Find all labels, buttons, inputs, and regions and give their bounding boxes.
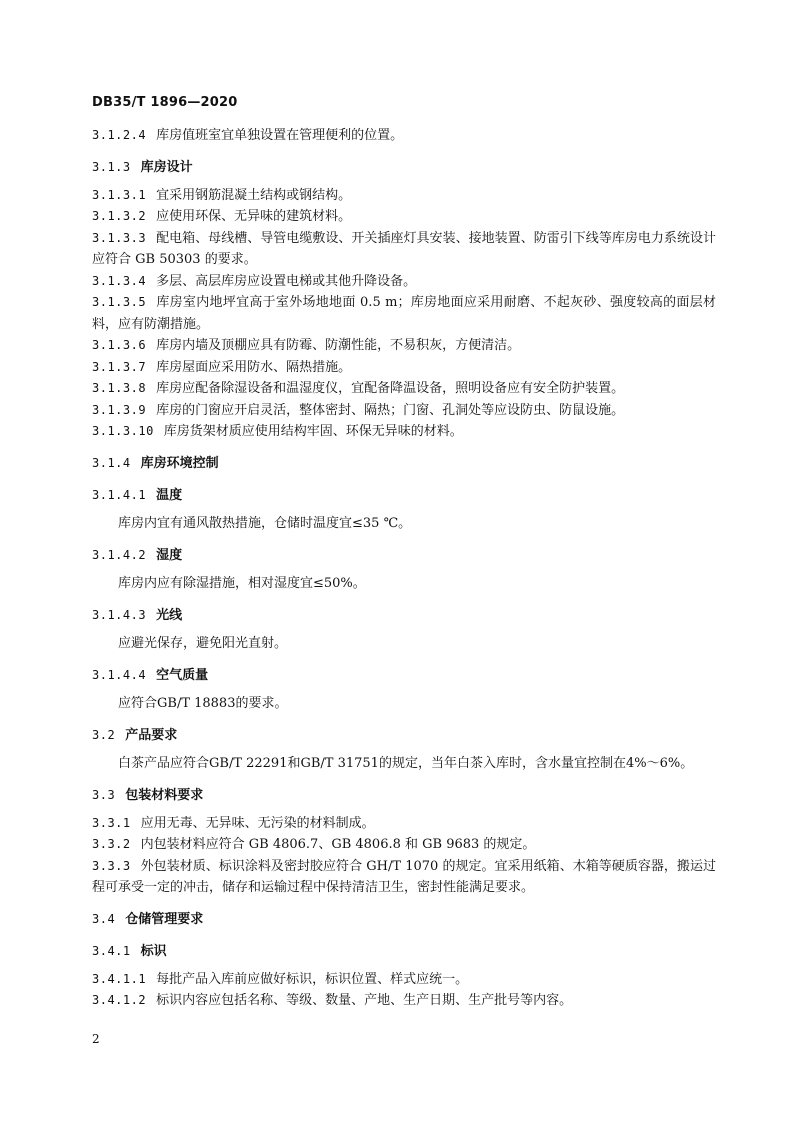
clause-item <box>92 834 716 856</box>
clause-item <box>92 969 716 991</box>
clause-number: 3.1.3.6 <box>92 338 147 352</box>
clause-item <box>92 228 716 271</box>
clause-number: 3.3.1 <box>92 815 131 830</box>
section-heading <box>92 452 716 475</box>
clause-text: 多层、高层库房应设置电梯或其他升降设备。 <box>156 273 417 289</box>
section-heading <box>92 940 716 963</box>
clause-item <box>92 357 716 379</box>
section-heading <box>92 664 716 687</box>
clause-item <box>92 856 716 899</box>
section-number: 3.1.3 <box>92 159 131 174</box>
clause-number: 3.1.3.2 <box>92 209 147 223</box>
clause-number: 3.4.1.2 <box>92 993 147 1007</box>
clause-number: 3.3.2 <box>92 837 131 851</box>
body-paragraph: 应避光保存，避免阳光直射。 <box>118 635 288 651</box>
clause-item <box>92 378 716 400</box>
clause-item <box>92 125 716 147</box>
clause-text: 标识内容应包括名称、等级、数量、产地、生产日期、生产批号等内容。 <box>156 993 573 1008</box>
section-number: 3.2 <box>92 727 116 742</box>
clause-text: 库房应配备除湿设备和温湿度仪，宜配备降温设备，照明设备应有安全防护装置。 <box>156 381 625 396</box>
section-title: 库房环境控制 <box>140 455 219 471</box>
body-paragraph: 白茶产品应符合GB/T 22291和GB/T 31751的规定，当年白茶入库时，含水量宜控制在4%～6%。 <box>118 755 694 771</box>
clause-text: 库房室内地坪宜高于室外场地地面 0.5 m；库房地面应采用耐磨、不起灰砂、强度较高的面层材料，应有防潮措施。 <box>92 295 716 332</box>
section-number: 3.1.4.1 <box>92 487 147 502</box>
clause-number: 3.1.3.10 <box>92 424 154 438</box>
clause-text: 库房屋面应采用防水、隔热措施。 <box>156 359 352 375</box>
clause-number: 3.1.3.7 <box>92 359 147 374</box>
document-body <box>92 125 716 1012</box>
section-heading <box>92 724 716 747</box>
clause-number: 3.1.3.8 <box>92 381 147 395</box>
clause-text: 库房内墙及顶棚应具有防霉、防潮性能，不易积灰，方便清洁。 <box>156 338 521 353</box>
section-heading <box>92 156 716 179</box>
clause-number: 3.1.2.4 <box>92 128 147 142</box>
section-number: 3.4.1 <box>92 943 131 958</box>
page-number: 2 <box>92 1032 100 1046</box>
clause-item <box>92 335 716 357</box>
body-paragraph: 库房内应有除湿措施，相对湿度宜≤50%。 <box>118 575 366 591</box>
clause-item <box>92 271 716 293</box>
section-title: 温度 <box>156 487 183 503</box>
clause-item <box>92 421 716 443</box>
clause-number: 3.1.3.9 <box>92 402 147 417</box>
clause-number: 3.1.3.4 <box>92 273 147 288</box>
standard-code-header: DB35/T 1896—2020 <box>92 95 238 110</box>
clause-text: 库房的门窗应开启灵活，整体密封、隔热；门窗、孔洞处等应设防虫、防鼠设施。 <box>156 402 625 418</box>
clause-item <box>92 185 716 207</box>
clause-text: 库房值班室宜单独设置在管理便利的位置。 <box>156 128 404 143</box>
section-number: 3.1.4.2 <box>92 547 147 562</box>
section-title: 光线 <box>156 607 183 623</box>
clause-number: 3.3.3 <box>92 858 131 873</box>
body-paragraph: 应符合GB/T 18883的要求。 <box>118 695 288 711</box>
section-title: 库房设计 <box>140 159 193 175</box>
section-heading <box>92 784 716 807</box>
section-heading <box>92 908 716 931</box>
clause-text: 内包装材料应符合 GB 4806.7、GB 4806.8 和 GB 9683 的规定。 <box>140 837 536 852</box>
section-number: 3.1.4 <box>92 455 131 470</box>
clause-item <box>92 292 716 335</box>
clause-number: 3.1.3.3 <box>92 230 147 245</box>
clause-item <box>92 990 716 1012</box>
clause-item <box>92 813 716 835</box>
clause-text: 宜采用钢筋混凝土结构或钢结构。 <box>156 187 352 203</box>
clause-text: 库房货架材质应使用结构牢固、环保无异味的材料。 <box>163 424 463 439</box>
section-title: 湿度 <box>156 547 183 563</box>
section-title: 仓储管理要求 <box>125 911 204 927</box>
section-title: 空气质量 <box>156 667 209 683</box>
section-number: 3.4 <box>92 911 116 926</box>
clause-text: 配电箱、母线槽、导管电缆敷设、开关插座灯具安装、接地装置、防雷引下线等库房电力系统设计应符合 GB 50303 的要求。 <box>92 230 716 267</box>
clause-text: 应用无毒、无异味、无污染的材料制成。 <box>140 815 375 831</box>
clause-item <box>92 206 716 228</box>
section-title: 包装材料要求 <box>125 787 204 803</box>
clause-number: 3.1.3.1 <box>92 187 147 202</box>
clause-number: 3.4.1.1 <box>92 971 147 986</box>
section-number: 3.3 <box>92 787 116 802</box>
section-number: 3.1.4.4 <box>92 667 147 682</box>
section-title: 标识 <box>140 943 167 959</box>
section-heading <box>92 544 716 567</box>
section-number: 3.1.4.3 <box>92 607 147 622</box>
clause-text: 每批产品入库前应做好标识，标识位置、样式应统一。 <box>156 971 469 987</box>
clause-item <box>92 400 716 422</box>
clause-text: 外包装材质、标识涂料及密封胶应符合 GH/T 1070 的规定。宜采用纸箱、木箱等硬质容器，搬运过程可承受一定的冲击，储存和运输过程中保持清洁卫生，密封性能满足要求。 <box>92 858 716 895</box>
clause-number: 3.1.3.5 <box>92 295 147 309</box>
clause-text: 应使用环保、无异味的建筑材料。 <box>156 209 352 224</box>
section-heading <box>92 484 716 507</box>
body-paragraph: 库房内宜有通风散热措施，仓储时温度宜≤35 ℃。 <box>118 515 412 531</box>
section-heading <box>92 604 716 627</box>
section-title: 产品要求 <box>125 727 178 743</box>
